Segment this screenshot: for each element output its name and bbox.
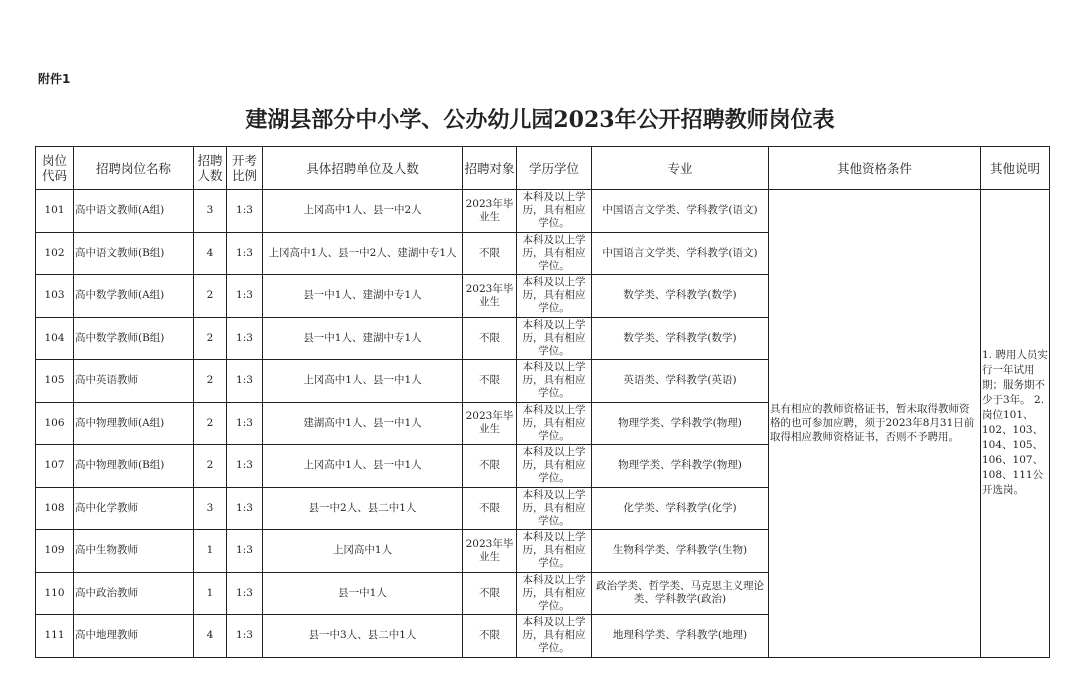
cell-major: 英语类、学科教学(英语)	[592, 360, 769, 403]
cell-target: 不限	[463, 317, 517, 360]
cell-count: 2	[194, 360, 227, 403]
cell-major: 中国语言文学类、学科教学(语文)	[592, 232, 769, 275]
header-target: 招聘对象	[463, 147, 517, 190]
cell-target: 不限	[463, 615, 517, 658]
cell-edu: 本科及以上学历，具有相应学位。	[517, 190, 592, 233]
header-major: 专业	[592, 147, 769, 190]
cell-count: 2	[194, 445, 227, 488]
cell-count: 2	[194, 402, 227, 445]
cell-edu: 本科及以上学历，具有相应学位。	[517, 530, 592, 573]
cell-ratio: 1:3	[227, 572, 263, 615]
cell-target: 不限	[463, 232, 517, 275]
cell-major: 地理科学类、学科教学(地理)	[592, 615, 769, 658]
cell-edu: 本科及以上学历，具有相应学位。	[517, 317, 592, 360]
cell-major: 数学类、学科教学(数学)	[592, 317, 769, 360]
header-ratio: 开考比例	[227, 147, 263, 190]
cell-ratio: 1:3	[227, 615, 263, 658]
cell-name: 高中物理教师(B组)	[74, 445, 194, 488]
cell-code: 102	[36, 232, 74, 275]
cell-ratio: 1:3	[227, 487, 263, 530]
cell-major: 物理学类、学科教学(物理)	[592, 402, 769, 445]
cell-count: 1	[194, 572, 227, 615]
cell-edu: 本科及以上学历，具有相应学位。	[517, 572, 592, 615]
cell-code: 104	[36, 317, 74, 360]
cell-edu: 本科及以上学历，具有相应学位。	[517, 275, 592, 318]
header-notes: 其他说明	[981, 147, 1050, 190]
cell-code: 109	[36, 530, 74, 573]
cell-count: 1	[194, 530, 227, 573]
table-row	[36, 190, 1050, 233]
cell-units: 上冈高中1人、县一中2人	[263, 190, 463, 233]
cell-count: 4	[194, 615, 227, 658]
cell-edu: 本科及以上学历，具有相应学位。	[517, 445, 592, 488]
cell-name: 高中物理教师(A组)	[74, 402, 194, 445]
cell-target: 2023年毕业生	[463, 402, 517, 445]
cell-edu: 本科及以上学历，具有相应学位。	[517, 615, 592, 658]
cell-ratio: 1:3	[227, 360, 263, 403]
cell-name: 高中语文教师(A组)	[74, 190, 194, 233]
cell-edu: 本科及以上学历，具有相应学位。	[517, 360, 592, 403]
cell-other-qualifications: 具有相应的教师资格证书，暂未取得教师资格的也可参加应聘，须于2023年8月31日前取得相应教师资格证书，否则不予聘用。	[769, 190, 981, 658]
cell-major: 政治学类、哲学类、马克思主义理论类、学科教学(政治)	[592, 572, 769, 615]
cell-other-notes: 1. 聘用人员实行一年试用期；服务期不少于3年。 2. 岗位101、102、103、104、105、106、107、108、111公开选岗。	[981, 190, 1050, 658]
cell-target: 2023年毕业生	[463, 190, 517, 233]
cell-target: 不限	[463, 360, 517, 403]
cell-name: 高中英语教师	[74, 360, 194, 403]
page-title: 建湖县部分中小学、公办幼儿园2023年公开招聘教师岗位表	[245, 107, 835, 133]
cell-units: 县一中1人、建湖中专1人	[263, 275, 463, 318]
header-name: 招聘岗位名称	[74, 147, 194, 190]
cell-target: 不限	[463, 572, 517, 615]
cell-target: 2023年毕业生	[463, 275, 517, 318]
cell-ratio: 1:3	[227, 530, 263, 573]
cell-units: 县一中3人、县二中1人	[263, 615, 463, 658]
cell-target: 不限	[463, 487, 517, 530]
cell-major: 中国语言文学类、学科教学(语文)	[592, 190, 769, 233]
cell-major: 物理学类、学科教学(物理)	[592, 445, 769, 488]
cell-name: 高中生物教师	[74, 530, 194, 573]
cell-name: 高中政治教师	[74, 572, 194, 615]
cell-units: 县一中2人、县二中1人	[263, 487, 463, 530]
cell-target: 不限	[463, 445, 517, 488]
recruitment-table	[35, 146, 1050, 658]
cell-code: 111	[36, 615, 74, 658]
header-count: 招聘人数	[194, 147, 227, 190]
cell-ratio: 1:3	[227, 445, 263, 488]
cell-name: 高中数学教师(B组)	[74, 317, 194, 360]
cell-name: 高中数学教师(A组)	[74, 275, 194, 318]
cell-code: 110	[36, 572, 74, 615]
cell-units: 建湖高中1人、县一中1人	[263, 402, 463, 445]
cell-count: 2	[194, 275, 227, 318]
cell-ratio: 1:3	[227, 232, 263, 275]
cell-code: 106	[36, 402, 74, 445]
cell-code: 101	[36, 190, 74, 233]
cell-name: 高中化学教师	[74, 487, 194, 530]
cell-units: 上冈高中1人、县一中1人	[263, 360, 463, 403]
cell-edu: 本科及以上学历，具有相应学位。	[517, 402, 592, 445]
cell-name: 高中地理教师	[74, 615, 194, 658]
cell-code: 105	[36, 360, 74, 403]
cell-count: 3	[194, 487, 227, 530]
cell-edu: 本科及以上学历，具有相应学位。	[517, 487, 592, 530]
cell-edu: 本科及以上学历，具有相应学位。	[517, 232, 592, 275]
header-units: 具体招聘单位及人数	[263, 147, 463, 190]
cell-count: 3	[194, 190, 227, 233]
cell-code: 103	[36, 275, 74, 318]
cell-major: 化学类、学科教学(化学)	[592, 487, 769, 530]
cell-count: 4	[194, 232, 227, 275]
cell-target: 2023年毕业生	[463, 530, 517, 573]
cell-units: 县一中1人、建湖中专1人	[263, 317, 463, 360]
cell-ratio: 1:3	[227, 275, 263, 318]
cell-units: 上冈高中1人、县一中2人、建湖中专1人	[263, 232, 463, 275]
cell-units: 上冈高中1人	[263, 530, 463, 573]
header-edu: 学历学位	[517, 147, 592, 190]
attachment-label: 附件1	[38, 72, 71, 86]
cell-units: 上冈高中1人、县一中1人	[263, 445, 463, 488]
cell-code: 108	[36, 487, 74, 530]
cell-major: 生物科学类、学科教学(生物)	[592, 530, 769, 573]
cell-units: 县一中1人	[263, 572, 463, 615]
cell-code: 107	[36, 445, 74, 488]
cell-ratio: 1:3	[227, 317, 263, 360]
cell-ratio: 1:3	[227, 402, 263, 445]
header-code: 岗位代码	[36, 147, 74, 190]
cell-count: 2	[194, 317, 227, 360]
cell-ratio: 1:3	[227, 190, 263, 233]
cell-name: 高中语文教师(B组)	[74, 232, 194, 275]
cell-major: 数学类、学科教学(数学)	[592, 275, 769, 318]
header-qualifications: 其他资格条件	[769, 147, 981, 190]
